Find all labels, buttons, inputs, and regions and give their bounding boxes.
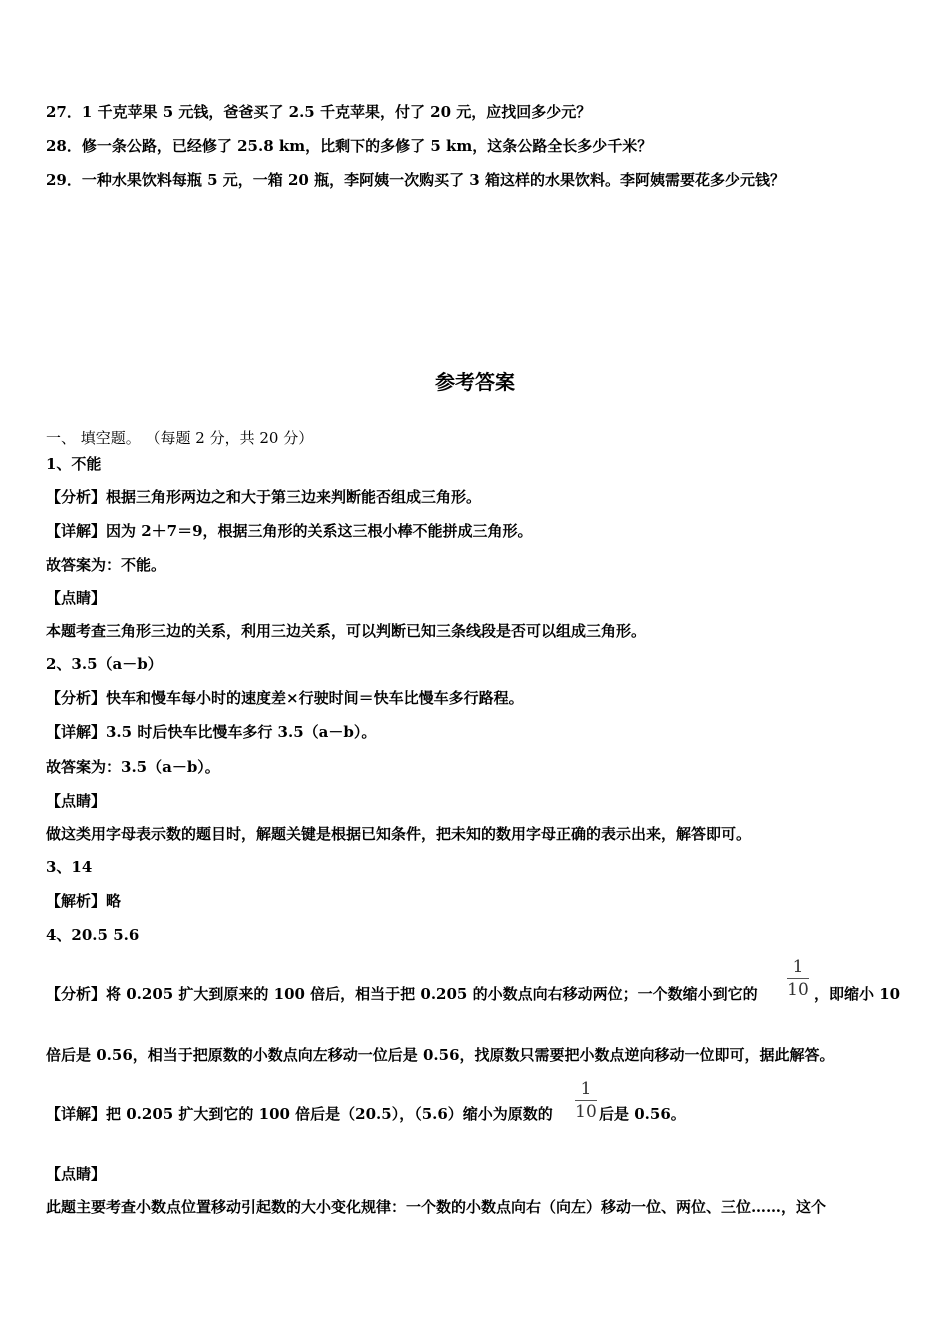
answer-4-analysis-part2: ，即缩小 10 xyxy=(814,985,901,1003)
answer-2-analysis: 【分析】快车和慢车每小时的速度差×行驶时间＝快车比慢车多行路程。 xyxy=(46,689,524,707)
fraction-numerator: 1 xyxy=(792,957,804,977)
answer-2-head: 2、3.5（a－b） xyxy=(46,655,163,673)
question-29: 29．一种水果饮料每瓶 5 元，一箱 20 瓶，李阿姨一次购买了 3 箱这样的水果饮料。李阿姨需要花多少元钱？ xyxy=(46,171,785,189)
answer-1-conclusion: 故答案为：不能。 xyxy=(46,556,167,574)
answer-3-analysis: 【解析】略 xyxy=(46,892,122,910)
question-27: 27．1 千克苹果 5 元钱，爸爸买了 2.5 千克苹果，付了 20 元，应找回多少元？ xyxy=(46,103,592,121)
answer-3-head: 3、14 xyxy=(46,858,93,876)
answer-2-comment-label: 【点睛】 xyxy=(46,792,107,810)
page-title: 参考答案 xyxy=(435,370,515,394)
fraction-one-tenth-2 xyxy=(575,1080,597,1121)
answer-2-conclusion: 故答案为：3.5（a－b）。 xyxy=(46,758,220,776)
answer-4-detail-part1: 【详解】把 0.205 扩大到它的 100 倍后是（20.5），（5.6）缩小为原数的 xyxy=(46,1105,553,1123)
fraction-bar xyxy=(787,978,809,979)
answer-1-comment-label: 【点睛】 xyxy=(46,589,107,607)
fraction-denominator: 10 xyxy=(575,1102,597,1122)
fraction-one-tenth xyxy=(787,958,809,999)
fraction-bar xyxy=(575,1100,597,1101)
answer-4-analysis-part1: 【分析】将 0.205 扩大到原来的 100 倍后，相当于把 0.205 的小数点向右移动两位；一个数缩小到它的 xyxy=(46,985,758,1003)
section-heading: 一、 填空题。 （每题 2 分，共 20 分） xyxy=(46,429,314,447)
answer-4-detail-part2: 后是 0.56。 xyxy=(599,1105,686,1123)
answer-1-comment: 本题考查三角形三边的关系，利用三边关系，可以判断已知三条线段是否可以组成三角形。 xyxy=(46,622,647,640)
answer-1-analysis: 【分析】根据三角形两边之和大于第三边来判断能否组成三角形。 xyxy=(46,488,482,506)
fraction-numerator: 1 xyxy=(580,1079,592,1099)
answer-2-comment: 做这类用字母表示数的题目时，解题关键是根据已知条件，把未知的数用字母正确的表示出来，解答即可。 xyxy=(46,825,752,843)
answer-4-comment-label: 【点睛】 xyxy=(46,1165,107,1183)
answer-4-comment: 此题主要考查小数点位置移动引起数的大小变化规律：一个数的小数点向右（向左）移动一位、两位、三位……，这个 xyxy=(46,1198,827,1216)
fraction-denominator: 10 xyxy=(787,980,809,1000)
answer-4-analysis-line2: 倍后是 0.56，相当于把原数的小数点向左移动一位后是 0.56，找原数只需要把小数点逆向移动一位即可，据此解答。 xyxy=(46,1046,835,1064)
question-28: 28．修一条公路，已经修了 25.8 km，比剩下的多修了 5 km，这条公路全长多少千米？ xyxy=(46,137,653,155)
answer-4-head: 4、20.5 5.6 xyxy=(46,926,140,944)
answer-1-detail: 【详解】因为 2＋7＝9，根据三角形的关系这三根小棒不能拼成三角形。 xyxy=(46,522,533,540)
answer-1-head: 1、不能 xyxy=(46,455,102,473)
answer-2-detail: 【详解】3.5 时后快车比慢车多行 3.5（a－b）。 xyxy=(46,723,377,741)
